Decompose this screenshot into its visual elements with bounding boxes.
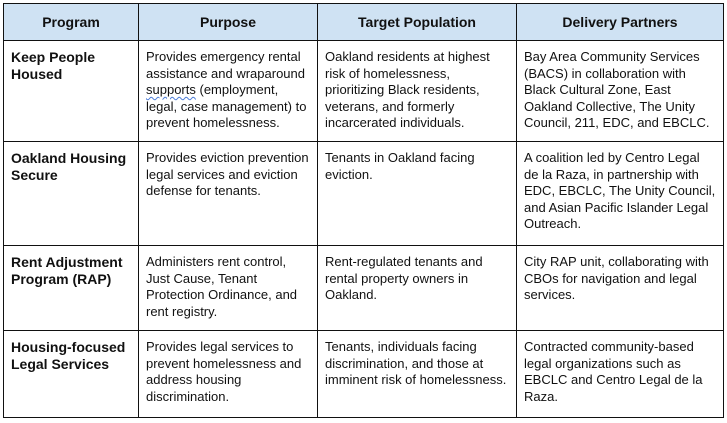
program-name-cell: Oakland Housing Secure xyxy=(4,142,139,246)
delivery-partners-cell: Contracted community-based legal organizations such as EBCLC and Centro Legal de la Raza. xyxy=(517,331,724,418)
purpose-cell: Provides legal services to prevent homelessness and address housing discrimination. xyxy=(139,331,318,418)
column-header-purpose: Purpose xyxy=(139,4,318,41)
table-header xyxy=(4,4,724,41)
program-name-cell: Rent Adjustment Program (RAP) xyxy=(4,246,139,331)
delivery-partners-cell: A coalition led by Centro Legal de la Raza, in partnership with EDC, EBCLC, The Unity Council, and Asian Pacific Islander Legal Outreach. xyxy=(517,142,724,246)
purpose-cell: Administers rent control, Just Cause, Tenant Protection Ordinance, and rent registry. xyxy=(139,246,318,331)
table-row xyxy=(4,142,724,246)
program-name-cell: Housing-focused Legal Services xyxy=(4,331,139,418)
table-row xyxy=(4,246,724,331)
column-header-delivery-partners: Delivery Partners xyxy=(517,4,724,41)
program-name-cell: Keep People Housed xyxy=(4,41,139,142)
column-header-target-population: Target Population xyxy=(318,4,517,41)
table-body xyxy=(4,41,724,418)
spellcheck-flagged-word[interactable]: supports xyxy=(146,82,196,97)
table-row xyxy=(4,41,724,142)
target-population-cell: Rent-regulated tenants and rental property owners in Oakland. xyxy=(318,246,517,331)
delivery-partners-cell: Bay Area Community Services (BACS) in collaboration with Black Cultural Zone, East Oakland Collective, The Unity Council, 211, EDC, and EBCLC. xyxy=(517,41,724,142)
purpose-text: Provides emergency rental assistance and wraparound xyxy=(146,49,305,81)
table-row xyxy=(4,331,724,418)
target-population-cell: Oakland residents at highest risk of homelessness, prioritizing Black residents, veterans, and formerly incarcerated individuals. xyxy=(318,41,517,142)
delivery-partners-cell: City RAP unit, collaborating with CBOs for navigation and legal services. xyxy=(517,246,724,331)
target-population-cell: Tenants in Oakland facing eviction. xyxy=(318,142,517,246)
purpose-text: (employment, legal, case management) to prevent homelessness. xyxy=(146,82,307,130)
purpose-cell: Provides eviction prevention legal services and eviction defense for tenants. xyxy=(139,142,318,246)
target-population-cell: Tenants, individuals facing discrimination, and those at imminent risk of homelessness. xyxy=(318,331,517,418)
column-header-program: Program xyxy=(4,4,139,41)
header-row xyxy=(4,4,724,41)
purpose-cell xyxy=(139,41,318,142)
programs-table xyxy=(3,3,724,418)
